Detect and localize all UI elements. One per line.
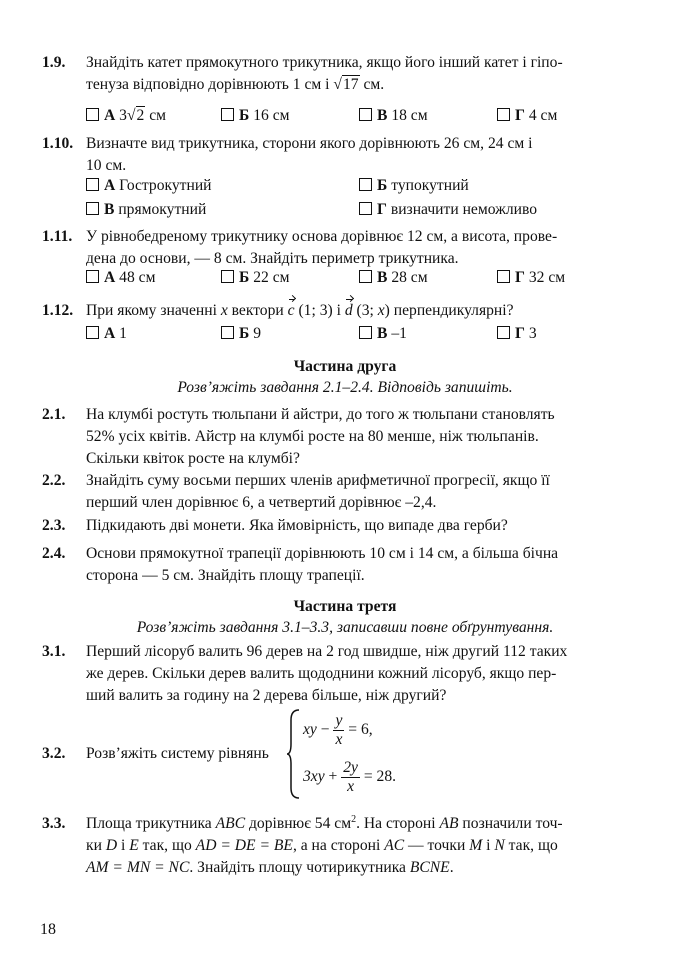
task-text-line: Скільки квіток росте на клумбі? — [86, 450, 300, 467]
task-text-line: AM = MN = NC. Знайдіть площу чотирикутника BCNE. — [86, 859, 454, 876]
task-text-line: Площа трикутника ABC дорівнює 54 $см^2$. На стороні AB позначили точ- — [86, 813, 563, 832]
task-2-3 — [42, 515, 642, 537]
option-a[interactable]: А 1 — [86, 323, 127, 345]
task-2-4 — [42, 543, 642, 587]
section-title: Частина третя — [293, 598, 397, 615]
checkbox-icon[interactable] — [86, 270, 99, 283]
task-text-line: Підкидають дві монети. Яка ймовірність, що випаде два герби? — [86, 517, 508, 534]
task-text-line: 10 см. — [86, 157, 127, 174]
checkbox-icon[interactable] — [86, 108, 99, 121]
task-text-line: сторона — 5 см. Знайдіть площу трапеції. — [86, 567, 365, 584]
task-number: 1.9. — [42, 54, 66, 71]
option-d[interactable]: Г 32 см — [497, 267, 565, 289]
task-number: 2.1. — [42, 406, 66, 423]
option-b[interactable]: Б 16 см — [221, 105, 290, 127]
option-b[interactable]: Б тупокутний — [359, 175, 469, 197]
section-subtitle: Розв’яжіть завдання 2.1–2.4. Відповідь запишіть. — [177, 379, 513, 396]
option-d[interactable]: Г 3 — [497, 323, 537, 345]
task-number: 3.2. — [42, 745, 66, 762]
vector-c: c — [288, 300, 295, 322]
checkbox-icon[interactable] — [359, 202, 372, 215]
checkbox-icon[interactable] — [86, 326, 99, 339]
vector-d: d — [345, 300, 353, 322]
section-subtitle: Розв’яжіть завдання 3.1–3.3, записавши повне обґрунтування. — [136, 619, 554, 636]
checkbox-icon[interactable] — [86, 202, 99, 215]
option-c[interactable]: В 18 см — [359, 105, 428, 127]
checkbox-icon[interactable] — [359, 108, 372, 121]
option-a[interactable]: А Гострокутний — [86, 175, 212, 197]
checkbox-icon[interactable] — [359, 326, 372, 339]
task-1-9 — [42, 52, 642, 96]
task-text-line: ший валить за годину на 2 дерева більше, ніж другий? — [86, 687, 447, 704]
task-text-line: Перший лісоруб валить 96 дерев на 2 год швидше, ніж другий 112 таких — [86, 643, 568, 660]
task-number: 2.4. — [42, 545, 66, 562]
task-text-line: же дерев. Скільки дерев валить щододнини кожний лісоруб, якщо пер- — [86, 665, 557, 682]
system-brace — [286, 708, 302, 800]
option-b[interactable]: Б 22 см — [221, 267, 290, 289]
task-1-10 — [42, 133, 642, 177]
task-text-line: 52% усіх квітів. Айстр на клумбі росте на 80 менше, ніж тюльпанів. — [86, 428, 539, 445]
task-text-line: перший член дорівнює 6, а четвертий дорівнює –2,4. — [86, 494, 437, 511]
task-number: 2.2. — [42, 472, 66, 489]
checkbox-icon[interactable] — [86, 178, 99, 191]
option-a[interactable]: А 48 см — [86, 267, 155, 289]
checkbox-icon[interactable] — [497, 270, 510, 283]
task-1-12 — [42, 300, 642, 322]
task-number: 3.3. — [42, 815, 66, 832]
option-a[interactable]: А 3√2 см — [86, 105, 166, 127]
task-2-1 — [42, 404, 642, 470]
task-text-line: Знайдіть катет прямокутного трикутника, якщо його інший катет і гіпо- — [86, 54, 563, 71]
checkbox-icon[interactable] — [497, 108, 510, 121]
equation-1: xy − $\frac{y}{x}$ = 6, — [303, 712, 373, 748]
task-number: 3.1. — [42, 643, 66, 660]
checkbox-icon[interactable] — [497, 326, 510, 339]
checkbox-icon[interactable] — [221, 108, 234, 121]
task-text-line: При якому значенні x вектори c (1; 3) і d (3; x) перпендикулярні? — [86, 300, 642, 322]
task-number: 1.11. — [42, 228, 73, 245]
task-text-line: тенуза відповідно дорівнюють 1 см і √17 см. — [86, 76, 385, 93]
task-2-2 — [42, 470, 642, 514]
task-text-line: ки D і E так, що AD = DE = BE, а на стороні AC — точки M і N так, що — [86, 837, 558, 854]
task-text-line: Знайдіть суму восьми перших членів арифметичної прогресії, якщо її — [86, 472, 550, 489]
task-1-11 — [42, 226, 642, 270]
equation-2: 3xy + $\frac{2y}{x}$ = 28. — [303, 759, 397, 795]
fraction: $\frac{2y}{x}$ — [343, 759, 358, 795]
task-3-1 — [42, 641, 642, 707]
page-number: 18 — [40, 921, 56, 938]
checkbox-icon[interactable] — [359, 270, 372, 283]
option-c[interactable]: В 28 см — [359, 267, 428, 289]
option-b[interactable]: Б 9 — [221, 323, 261, 345]
option-d[interactable]: Г визначити неможливо — [359, 199, 537, 221]
task-text-line: На клумбі ростуть тюльпани й айстри, до того ж тюльпани становлять — [86, 406, 555, 423]
task-text-line: Основи прямокутної трапеції дорівнюють 10 см і 14 см, а більша бічна — [86, 545, 559, 562]
task-text-line: У рівнобедреному трикутнику основа дорівнює 12 см, а висота, прове- — [86, 228, 558, 245]
task-text-line: дена до основи, — 8 см. Знайдіть периметр трикутника. — [86, 250, 459, 267]
checkbox-icon[interactable] — [221, 326, 234, 339]
task-number: 1.12. — [42, 302, 74, 319]
section-title: Частина друга — [293, 358, 397, 375]
task-text-line: Розв’яжіть систему рівнянь — [86, 745, 269, 762]
task-text-line: Визначте вид трикутника, сторони якого дорівнюють 26 см, 24 см і — [86, 135, 533, 152]
fraction: $\frac{y}{x}$ — [335, 712, 343, 748]
checkbox-icon[interactable] — [221, 270, 234, 283]
option-c[interactable]: В –1 — [359, 323, 407, 345]
task-number: 1.10. — [42, 135, 74, 152]
option-d[interactable]: Г 4 см — [497, 105, 557, 127]
option-c[interactable]: В прямокутний — [86, 199, 206, 221]
task-number: 2.3. — [42, 517, 66, 534]
checkbox-icon[interactable] — [359, 178, 372, 191]
task-3-3 — [42, 813, 642, 879]
